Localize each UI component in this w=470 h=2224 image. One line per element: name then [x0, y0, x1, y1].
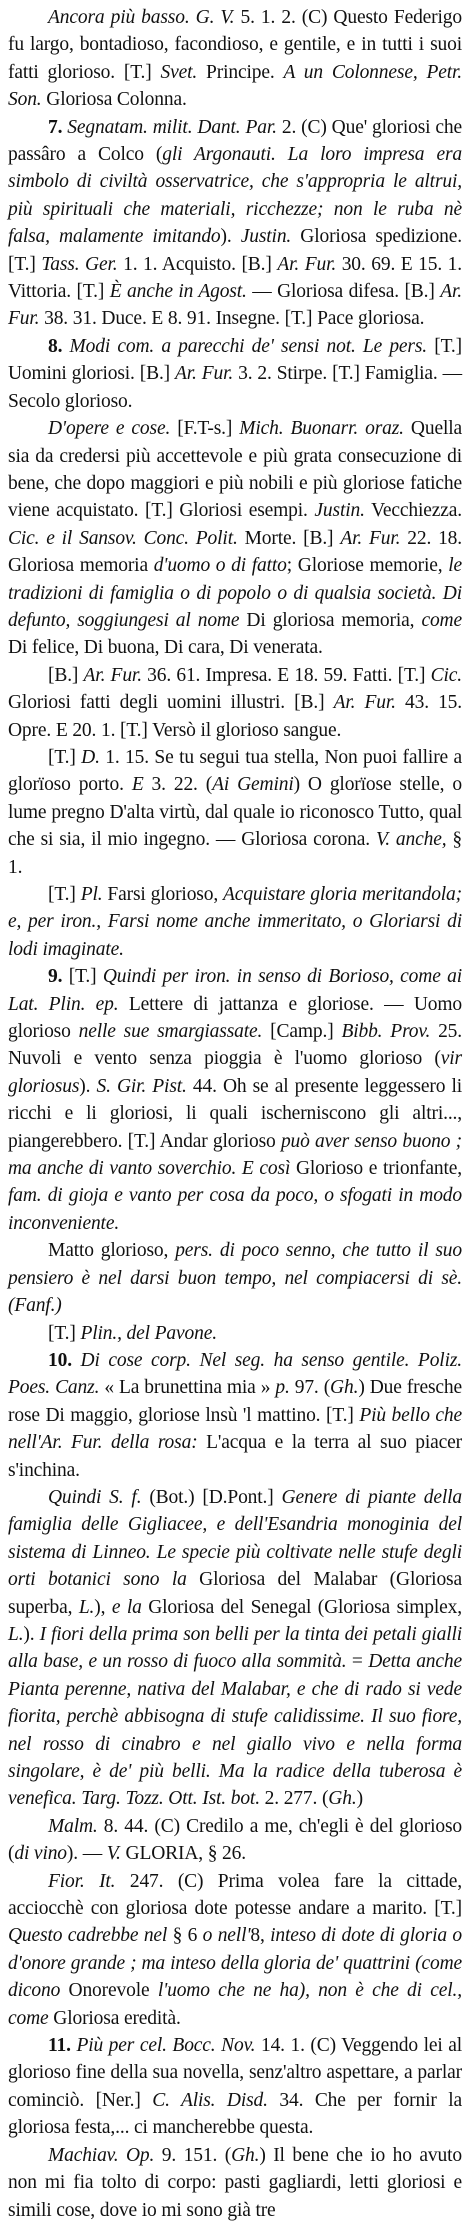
text-run: Ancora più basso. G. V.: [48, 7, 235, 28]
text-run: ) O glorïose stelle, o lume pregno D'alta virtù, dal quale io riconosco Tutto, qual che si sia, il mio ingegno. — Gloriosa corona.: [8, 774, 462, 851]
text-run: 5. 1. 2.: [234, 7, 302, 28]
text-run: [F.T-s.]: [170, 418, 240, 440]
paragraph-fior-it-247: [8, 1868, 462, 2032]
paragraph-t-pl-farsi-glorioso: [8, 881, 462, 963]
text-run: Cic.: [430, 664, 462, 686]
text-run: [T.] Uomini gloriosi. [B.]: [8, 335, 462, 385]
text-run: Mich. Buonarr. oraz.: [239, 418, 404, 440]
text-run: 8. 44. (C) Credilo a me, ch'egli è del glorioso (: [8, 1815, 462, 1865]
text-run: Pl.: [80, 884, 103, 905]
text-run: Principe.: [197, 61, 284, 83]
text-run: Quindi per iron. in senso di Borioso, come ai Lat. Plin. ep.: [8, 966, 462, 1015]
text-run: L'acqua e la terra al suo piacer s'inchina.: [8, 1432, 463, 1481]
text-run: ) Il bene che io ho avuto non mi fia tolto di corpo: pasti gagliardi, letti gloriosi e simili cose, dove io mi sono già tre: [8, 2144, 462, 2221]
text-run: Machiav. Op.: [48, 2144, 155, 2166]
text-run: GLORIA, § 26.: [120, 1843, 246, 1865]
text-run: Gloriosa spedizione. [T.]: [8, 226, 463, 275]
text-run: 7.: [48, 116, 63, 138]
text-run: 11.: [48, 2035, 71, 2057]
text-run: 1. 15. Se tu segui tua stella, Non puoi fallire a glorïoso porto.: [8, 746, 462, 796]
paragraph-t-d-1-15: [8, 744, 462, 881]
text-run: D'opere e cose.: [48, 418, 171, 440]
text-run: 8,: [250, 1925, 271, 1947]
text-run: ).: [220, 226, 241, 248]
text-run: § 6: [167, 1925, 203, 1947]
text-run: di vino: [14, 1843, 67, 1865]
text-run: Tass. Ger.: [41, 253, 118, 275]
text-run: p.: [275, 1377, 290, 1399]
paragraph-7-segnatam-milit: [8, 114, 462, 333]
paragraph-malm-8-44: [8, 1813, 462, 1868]
text-run: Gloriosa eredità.: [48, 2007, 181, 2029]
text-run: A un Colonnese, Petr. Son.: [8, 61, 462, 111]
text-run: Ar. Fur.: [8, 281, 462, 330]
text-run: fam. di gioja e vanto per cosa da poco, o sfogati in modo inconveniente.: [8, 1185, 462, 1234]
text-run: [T.]: [48, 884, 81, 905]
text-run: ).: [23, 1623, 40, 1645]
text-run: Vecchiezza.: [364, 500, 463, 522]
text-run: [Camp.]: [262, 1021, 342, 1043]
paragraph-machiav-op: [8, 2142, 462, 2224]
text-run: l'uomo che ne ha), non è che di cel., come: [8, 1980, 462, 2029]
text-run: nelle sue smargiassate.: [78, 1021, 263, 1043]
text-run: o nell': [202, 1925, 251, 1947]
text-run: Quella sia da credersi più accettevole e più grata consecuzione di bene, che dopo maggiori e più nobili e più gloriose fatiche viene acquistato. [T.] Gloriosi esempi.: [8, 418, 463, 522]
text-run: 30. 69. E 15. 1. Vittoria. [T.]: [8, 253, 463, 303]
text-run: Svet.: [160, 61, 198, 83]
text-run: 44. Oh se al presente leggessero li ricchi e li gloriosi, li quali ischerniscono gli altri..., piangerebbero. [T.] Andar glorioso: [8, 1075, 462, 1152]
text-run: Justin.: [314, 500, 365, 522]
text-run: 8.: [48, 335, 63, 357]
text-run: Ar. Fur.: [340, 527, 401, 549]
text-run: Onorevole: [60, 1980, 158, 2002]
text-run: 247. (C) Prima volea fare la cittade, acciocchè con gloriosa dote potesse andare a marito. [T.]: [8, 1870, 462, 1920]
text-run: =: [346, 1651, 369, 1673]
text-run: Più per cel. Bocc. Nov.: [70, 2035, 256, 2057]
paragraph-8-modi-com: [8, 333, 462, 415]
text-run: 3. 2. Stirpe. [T.] Famiglia. — Secolo glorioso.: [8, 363, 462, 412]
text-run: Gloriosi fatti degli uomini illustri. [B.]: [8, 692, 334, 714]
paragraph-b-ar-fur-36: [8, 662, 462, 744]
text-run: [T.]: [48, 746, 82, 768]
text-run: C. Alis. Disd.: [152, 2089, 268, 2111]
text-run: 22. 18. Gloriosa memoria: [8, 527, 462, 577]
text-run: Ar. Fur.: [277, 253, 337, 275]
text-run: S. Gir. Pist.: [96, 1075, 187, 1097]
text-run: le tradizioni di famiglia o di popolo o di qualsia società. Di defunto, soggiungesi al nome: [8, 555, 462, 631]
text-run: Detta anche Pianta perenne, nativa del Malabar, e che di rado si vede fiorita, perchè abbisogna di stufe calidissime. Il suo fiore, nel rosso di cinabro e nel giallo vivo e nella forma singolare, è de' più belli. Ma la radice della tuberosa è venefica. Targ. Tozz. Ott. Ist. bot.: [8, 1651, 462, 1810]
text-run: Gloriosa del Senegal (Gloriosa simplex,: [141, 1596, 462, 1618]
text-run: ). —: [66, 1843, 107, 1865]
text-run: V.: [106, 1843, 121, 1865]
paragraph-t-plin-del-pavone: [8, 1320, 462, 1347]
text-run: Di felice, Di buona, Di cara, Di venerata.: [8, 637, 323, 659]
text-run: 38. 31. Duce. E 8. 91. Insegne. [T.] Pace gloriosa.: [39, 308, 425, 330]
paragraph-matto-glorioso: [8, 1237, 462, 1319]
text-run: L.: [8, 1623, 24, 1645]
text-run: Segnatam. milit. Dant. Par.: [62, 116, 277, 138]
text-run: Gloriosa del Malabar (Gloriosa superba,: [8, 1569, 462, 1618]
text-run: I fiori della prima son belli per la tinta dei petali gialli alla base, e un rosso di fuoco alla sommità.: [8, 1623, 463, 1673]
text-run: 43. 15. Opre. E 20. 1. [T.] Versò il glorioso sangue.: [8, 692, 462, 741]
text-run: Gh.: [231, 2144, 260, 2166]
text-run: vir gloriosus: [8, 1048, 462, 1097]
text-run: Ar. Fur.: [333, 692, 396, 714]
text-run: 14. 1. (C) Veggendo lei al glorioso fine della sua novella, senz'altro aspettare, a parlar cominciò. [Ner.]: [8, 2035, 463, 2111]
text-run: 97. (: [289, 1377, 331, 1399]
paragraph-10-di-cose-corp: [8, 1347, 462, 1484]
text-run: 9. 151. (: [154, 2144, 232, 2166]
text-run: Questo Federigo fu largo, bontadioso, facondioso, e gentile, e in tutti i suoi fatti glorioso. [T.]: [8, 7, 462, 83]
text-run: Gh.: [328, 1788, 357, 1810]
text-run: [T.]: [48, 1322, 81, 1344]
text-run: 1. 1. Acquisto. [B.]: [117, 253, 278, 275]
text-run: [T.]: [62, 966, 103, 988]
text-run: come: [421, 609, 462, 631]
text-run: § 1.: [8, 829, 462, 878]
text-run: Malm.: [48, 1815, 98, 1837]
text-run: Glorioso e trionfante,: [290, 1158, 462, 1180]
text-run: D.: [81, 746, 100, 768]
text-run: ): [356, 1788, 363, 1810]
text-run: 34. Che per fornir la gloriosa festa,... ci mancherebbe questa.: [8, 2089, 463, 2139]
paragraph-11-piu-per-cel: [8, 2032, 462, 2142]
text-run: Gh.: [330, 1377, 359, 1399]
text-run: 36. 61. Impresa. E 18. 59. Fatti. [T.]: [141, 664, 431, 686]
text-run: Cic. e il Sansov. Conc. Polit.: [8, 527, 238, 549]
text-run: 2. (C) Que' gloriosi che passâro a Colco (: [8, 116, 462, 166]
text-run: Bibb. Prov.: [341, 1021, 431, 1043]
text-run: Morte. [B.]: [237, 527, 341, 549]
text-run: 10.: [48, 1349, 72, 1371]
text-run: Ar. Fur.: [83, 664, 142, 686]
paragraph-d-opere-e-cose: [8, 415, 462, 662]
text-run: ; Gloriose memorie,: [286, 555, 449, 577]
text-run: Fior. It.: [48, 1870, 116, 1892]
text-run: Matto glorioso,: [48, 1240, 176, 1262]
text-run: Lettere di jattanza e gloriose. — Uomo glorioso: [8, 993, 462, 1043]
text-run: Genere di piante della famiglia delle Gigliacee, e dell'Esandria monoginia del sistema di Linneo. Le specie più coltivate nelle stufe degli orti botanici sono la: [8, 1486, 463, 1591]
text-run: Questo cadrebbe nel: [8, 1925, 168, 1947]
text-run: 3. 22. (: [143, 774, 213, 796]
text-run: È anche in Agost.: [109, 281, 247, 303]
paragraph-9-quindi-per-iron: [8, 963, 462, 1237]
text-run: « La brunettina mia »: [99, 1377, 276, 1399]
text-run: Ai Gemini: [212, 774, 294, 796]
text-run: [B.]: [48, 664, 84, 686]
paragraph-ancora-piu-basso: [8, 4, 462, 114]
text-run: Più bello che nell'Ar. Fur. della rosa:: [8, 1404, 463, 1454]
text-run: ),: [94, 1596, 112, 1618]
text-run: Gloriosa Colonna.: [41, 89, 187, 111]
text-run: ).: [79, 1075, 97, 1097]
text-run: inteso di dote di gloria o d'onore grande ; ma inteso della gloria de' quattrini (come dicono: [8, 1925, 462, 2002]
text-run: Ar. Fur.: [175, 363, 234, 385]
text-run: Plin., del Pavone.: [80, 1322, 217, 1344]
text-run: (Bot.) [D.Pont.]: [141, 1486, 282, 1508]
text-run: e la: [111, 1596, 142, 1618]
text-run: 25. Nuvoli e vento senza pioggia è l'uomo glorioso (: [8, 1021, 462, 1070]
text-run: ) Due fresche rose Di maggio, gloriose lnsù 'l mattino. [T.]: [8, 1377, 463, 1426]
text-run: 2. 277. (: [259, 1788, 329, 1810]
paragraph-quindi-s-f-bot: [8, 1484, 462, 1813]
text-run: V. anche,: [375, 829, 447, 851]
text-run: E: [131, 774, 144, 796]
text-run: può aver senso buono ; ma anche di vanto soverchio. E così: [8, 1130, 462, 1180]
text-run: 9.: [48, 966, 63, 988]
text-run: Acquistare gloria meritandola; e, per iron., Farsi nome anche immeritato, o Gloriarsi di lodi imaginate.: [8, 884, 463, 960]
text-run: Di cose corp. Nel seg. ha senso gentile. Poliz. Poes. Canz.: [8, 1349, 462, 1399]
text-run: pers. di poco senno, che tutto il suo pensiero è nel darsi buon tempo, nel compiacersi di sè. (Fanf.): [8, 1240, 462, 1317]
text-run: (C): [301, 7, 328, 28]
text-run: Di gloriosa memoria,: [239, 609, 422, 631]
text-run: gli Argonauti. La loro impresa era simbolo di civiltà osservatrice, che s'appropria le altrui, più spirituali che materiali, ricchezze; non le ruba nè falsa, malamente imitando: [8, 144, 462, 248]
text-run: — Gloriosa difesa. [B.]: [246, 281, 441, 303]
text-run: Justin.: [240, 226, 292, 248]
text-run: Farsi glorioso,: [102, 884, 224, 905]
text-run: Quindi S. f.: [48, 1486, 142, 1508]
text-run: d'uomo o di fatto: [153, 555, 287, 577]
text-run: L.: [78, 1596, 95, 1618]
text-run: Modi com. a parecchi de' sensi not. Le pers.: [62, 335, 428, 357]
